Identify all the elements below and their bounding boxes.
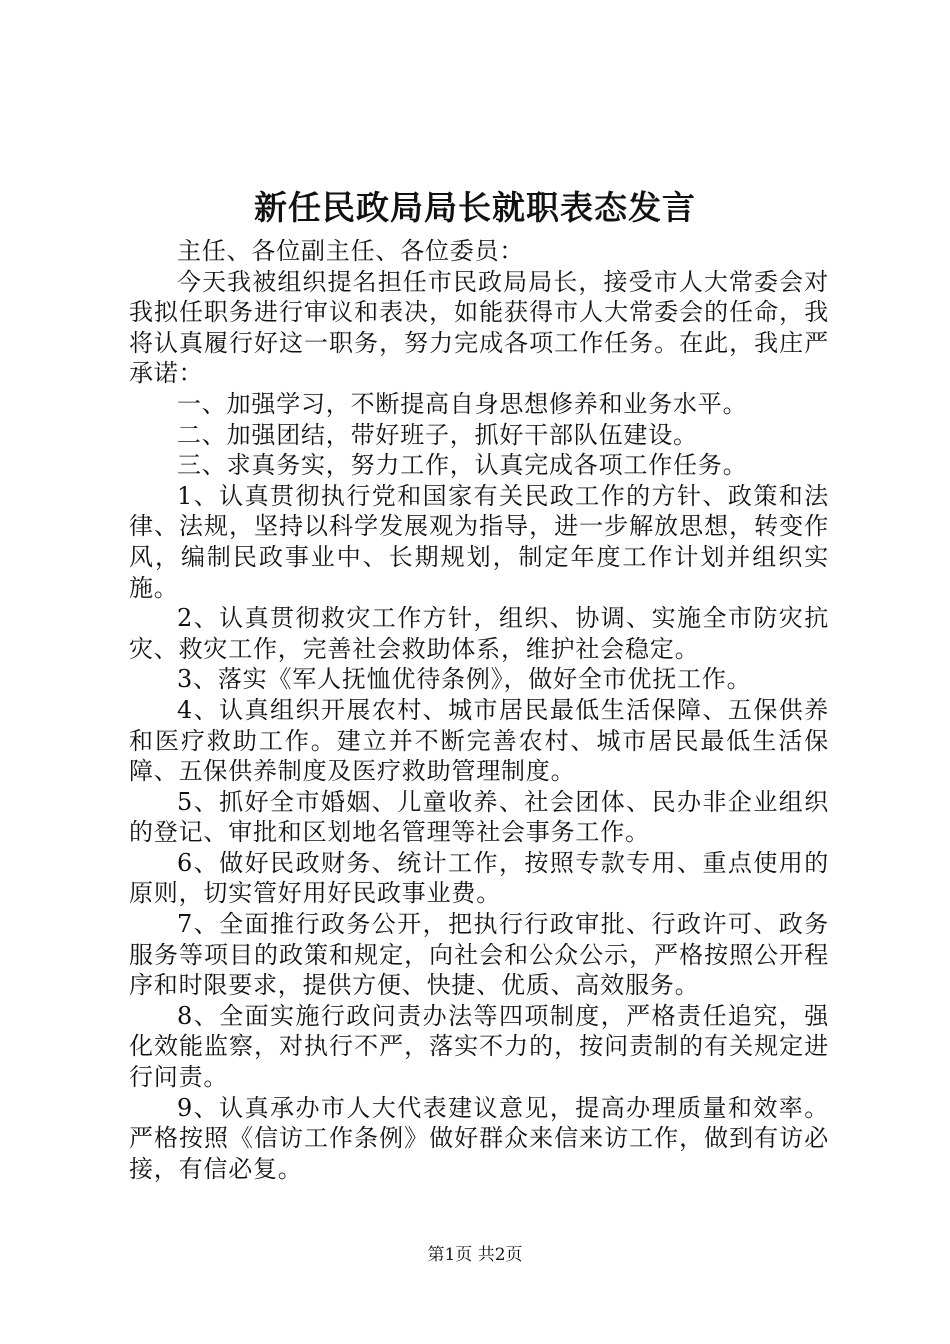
- task-item-8: 8、全面实施行政问责办法等四项制度，严格责任追究，强化效能监察，对执行不严，落实不力的，按问责制的有关规定进行问责。: [129, 1001, 829, 1092]
- document-body: [129, 236, 829, 1184]
- task-item-1: 1、认真贯彻执行党和国家有关民政工作的方针、政策和法律、法规，坚持以科学发展观为指导，进一步解放思想，转变作风，编制民政事业中、长期规划，制定年度工作计划并组织实施。: [129, 481, 829, 602]
- pledge-item-1: 一、加强学习，不断提高自身思想修养和业务水平。: [177, 389, 748, 418]
- task-item-9: 9、认真承办市人大代表建议意见，提高办理质量和效率。严格按照《信访工作条例》做好群众来信来访工作，做到有访必接，有信必复。: [129, 1093, 829, 1183]
- task-item-4: 4、认真组织开展农村、城市居民最低生活保障、五保供养和医疗救助工作。建立并不断完善农村、城市居民最低生活保障、五保供养制度及医疗救助管理制度。: [129, 695, 829, 786]
- document-title: 新任民政局局长就职表态发言: [254, 188, 696, 227]
- salutation: 主任、各位副主任、各位委员：: [177, 237, 525, 265]
- task-item-5: 5、抓好全市婚姻、儿童收养、社会团体、民办非企业组织的登记、审批和区划地名管理等社会事务工作。: [129, 787, 829, 847]
- intro-paragraph: 今天我被组织提名担任市民政局局长，接受市人大常委会对我拟任职务进行审议和表决，如能获得市人大常委会的任命，我将认真履行好这一职务，努力完成各项工作任务。在此，我庄严承诺：: [129, 267, 829, 388]
- task-item-3: 3、落实《军人抚恤优待条例》，做好全市优抚工作。: [177, 665, 752, 694]
- task-item-6: 6、做好民政财务、统计工作，按照专款专用、重点使用的原则，切实管好用好民政事业费。: [129, 848, 829, 908]
- pledge-item-3: 三、求真务实，努力工作，认真完成各项工作任务。: [177, 451, 748, 480]
- task-item-7: 7、全面推行政务公开，把执行行政审批、行政许可、政务服务等项目的政策和规定，向社会和公众公示，严格按照公开程序和时限要求，提供方便、快捷、优质、高效服务。: [129, 910, 829, 1000]
- task-item-2: 2、认真贯彻救灾工作方针，组织、协调、实施全市防灾抗灾、救灾工作，完善社会救助体系，维护社会稳定。: [129, 604, 829, 663]
- pledge-item-2: 二、加强团结，带好班子，抓好干部队伍建设。: [177, 420, 698, 449]
- page-number-footer: 第1页 共2页: [427, 1245, 523, 1265]
